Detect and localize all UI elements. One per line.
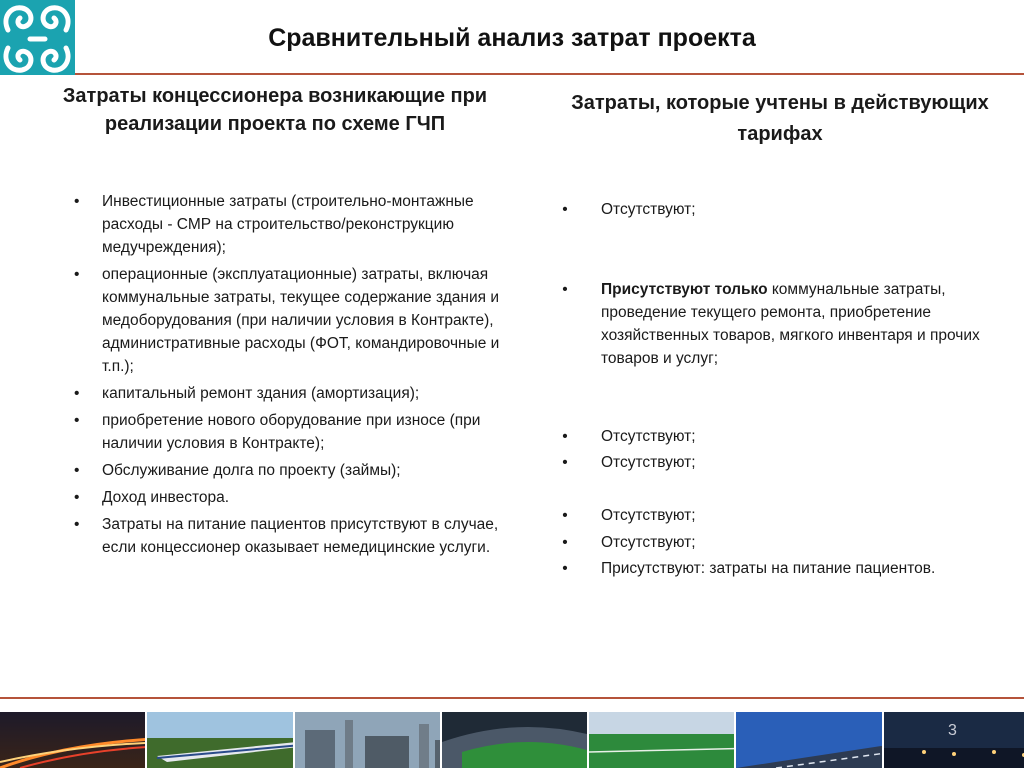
list-item-bold-text: Присутствуют только [601,281,768,298]
list-item [62,190,507,259]
city-night-photo [884,712,1024,768]
list-item [558,504,998,527]
right-column-heading: Затраты, которые учтены в действующих тарифах [571,92,989,145]
list-item [558,198,998,221]
bullet-icon: • [562,201,568,218]
list-item-text: Обслуживание долга по проекту (займы); [102,462,401,479]
list-item-text: коммунальные затраты, проведение текущего ремонта, приобретение хозяйственных товаров, мягкого инвентаря и прочих товаров и услуг; [601,281,980,367]
list-item-text: Инвестиционные затраты (строительно-монтажные расходы - СМР на строительство/реконструкцию медучреждения); [102,193,474,256]
list-item-text: капитальный ремонт здания (амортизация); [102,385,420,402]
bullet-icon: • [562,560,568,577]
high-speed-train-photo [147,712,294,768]
bullet-icon: • [562,507,568,524]
list-item [558,278,998,370]
list-item-text: Отсутствуют; [601,428,696,445]
list-item [558,425,998,448]
list-item-text: приобретение нового оборудование при износе (при наличии условия в Контракте); [102,412,481,452]
list-item [62,486,507,509]
bullet-icon: • [562,454,568,471]
list-item-text: Отсутствуют; [601,454,696,471]
footer-divider [0,697,1024,699]
left-column-heading: Затраты концессионера возникающие при реализации проекта по схеме ГЧП [62,85,488,135]
list-item [558,451,998,474]
list-item [62,513,507,559]
list-item-text: Затраты на питание пациентов присутствуют в случае, если концессионер оказывает немедицинские услуги. [102,516,499,556]
left-cost-list [62,190,507,563]
list-item [62,459,507,482]
road-sky-photo [736,712,883,768]
page-number: 3 [948,722,957,739]
list-item-text: Отсутствуют; [601,534,696,551]
list-item [62,382,507,405]
night-highway-photo [0,712,147,768]
list-item [62,263,507,378]
list-item [558,531,998,554]
list-item-text: Присутствуют: затраты на питание пациентов. [601,560,936,577]
list-item-text: Доход инвестора. [102,489,230,506]
list-item-text: Отсутствуют; [601,201,696,218]
ornament-logo-icon [0,0,75,75]
sports-field-photo [589,712,736,768]
title-divider [75,73,1024,75]
list-item [62,409,507,455]
list-item [558,557,998,580]
bullet-icon: • [562,428,568,445]
bullet-icon: • [562,281,568,298]
list-item-text: Отсутствуют; [601,507,696,524]
page-title: Сравнительный анализ затрат проекта [268,24,756,52]
industrial-plant-photo [295,712,442,768]
stadium-photo [442,712,589,768]
photo-strip [0,712,1024,768]
list-item-text: операционные (эксплуатационные) затраты, включая коммунальные затраты, текущее содержание здания и медоборудования (при наличии условия в Контракте), административные расходы (ФОТ, командировочные и т.п.); [102,266,500,375]
bullet-icon: • [562,534,568,551]
